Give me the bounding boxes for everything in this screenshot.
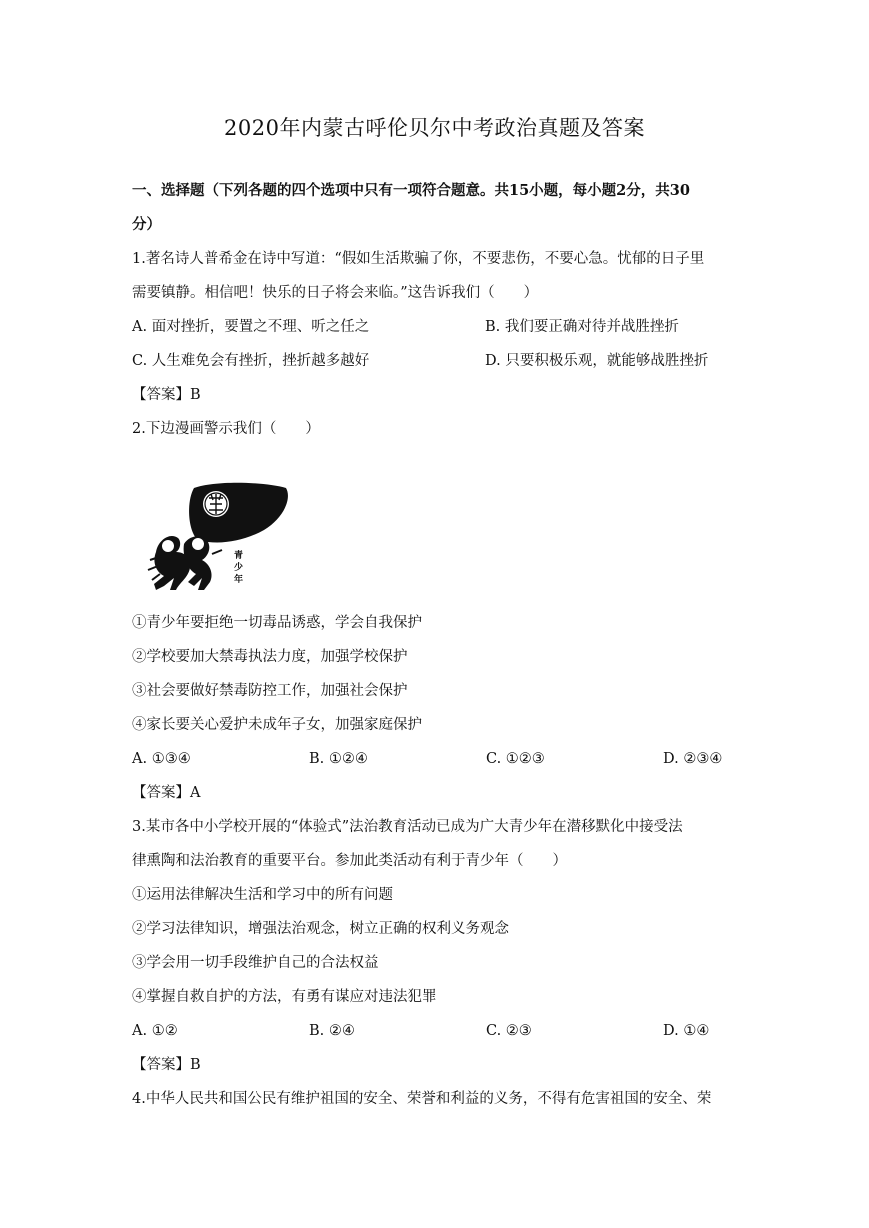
cartoon-label-1: 青	[234, 551, 244, 561]
q2-item-3: ③社会要做好禁毒防控工作，加强社会保护	[132, 683, 408, 699]
q4-stem-line1: 4.中华人民共和国公民有维护祖国的安全、荣誉和利益的义务，不得有危害祖国的安全、荣	[132, 1091, 712, 1107]
cartoon-label-2: 少	[234, 563, 244, 573]
q3-stem-line2: 律熏陶和法治教育的重要平台。参加此类活动有利于青少年（ ）	[132, 853, 567, 869]
section-heading-line1: 一、选择题（下列各题的四个选项中只有一项符合题意。共15小题，每小题2分，共30	[132, 182, 690, 199]
drug-warning-cartoon	[146, 482, 291, 594]
q2-item-1: ①青少年要拒绝一切毒品诱惑，学会自我保护	[132, 615, 422, 631]
q3-stem-line1: 3.某市各中小学校开展的“体验式”法治教育活动已成为广大青少年在潜移默化中接受法	[132, 819, 683, 835]
q3-item-1: ①运用法律解决生活和学习中的所有问题	[132, 887, 393, 903]
section-heading-line2: 分）	[132, 216, 161, 233]
document-title: 2020年内蒙古呼伦贝尔中考政治真题及答案	[224, 116, 645, 140]
q3-option-a: A. ①②	[132, 1023, 178, 1039]
q1-stem-line2: 需要镇静。相信吧！快乐的日子将会来临。”这告诉我们（ ）	[132, 285, 539, 301]
q2-item-2: ②学校要加大禁毒执法力度，加强学校保护	[132, 649, 408, 665]
q3-item-4: ④掌握自救自护的方法，有勇有谋应对违法犯罪	[132, 989, 437, 1005]
cartoon-label-3: 年	[234, 575, 244, 585]
q1-option-b: B. 我们要正确对待并战胜挫折	[485, 319, 679, 335]
q1-option-d: D. 只要积极乐观，就能够战胜挫折	[485, 353, 709, 369]
q1-answer: 【答案】B	[132, 387, 201, 403]
q1-option-a: A. 面对挫折，要置之不理、听之任之	[132, 319, 370, 335]
q3-item-2: ②学习法律知识，增强法治观念，树立正确的权利义务观念	[132, 921, 509, 937]
q2-option-c: C. ①②③	[486, 751, 545, 767]
q3-item-3: ③学会用一切手段维护自己的合法权益	[132, 955, 379, 971]
q1-option-c: C. 人生难免会有挫折，挫折越多越好	[132, 353, 370, 369]
q2-option-a: A. ①③④	[132, 751, 191, 767]
q1-stem-line1: 1.著名诗人普希金在诗中写道：“假如生活欺骗了你，不要悲伤，不要心急。忧郁的日子里	[132, 251, 705, 267]
q3-answer: 【答案】B	[132, 1057, 201, 1073]
q2-option-d: D. ②③④	[663, 751, 723, 767]
q2-answer: 【答案】A	[132, 785, 201, 801]
q2-stem: 2.下边漫画警示我们（ ）	[132, 421, 320, 437]
q2-option-b: B. ①②④	[309, 751, 368, 767]
q3-option-c: C. ②③	[486, 1023, 532, 1039]
q3-option-b: B. ②④	[309, 1023, 355, 1039]
q3-option-d: D. ①④	[663, 1023, 710, 1039]
q2-item-4: ④家长要关心爱护未成年子女，加强家庭保护	[132, 717, 422, 733]
